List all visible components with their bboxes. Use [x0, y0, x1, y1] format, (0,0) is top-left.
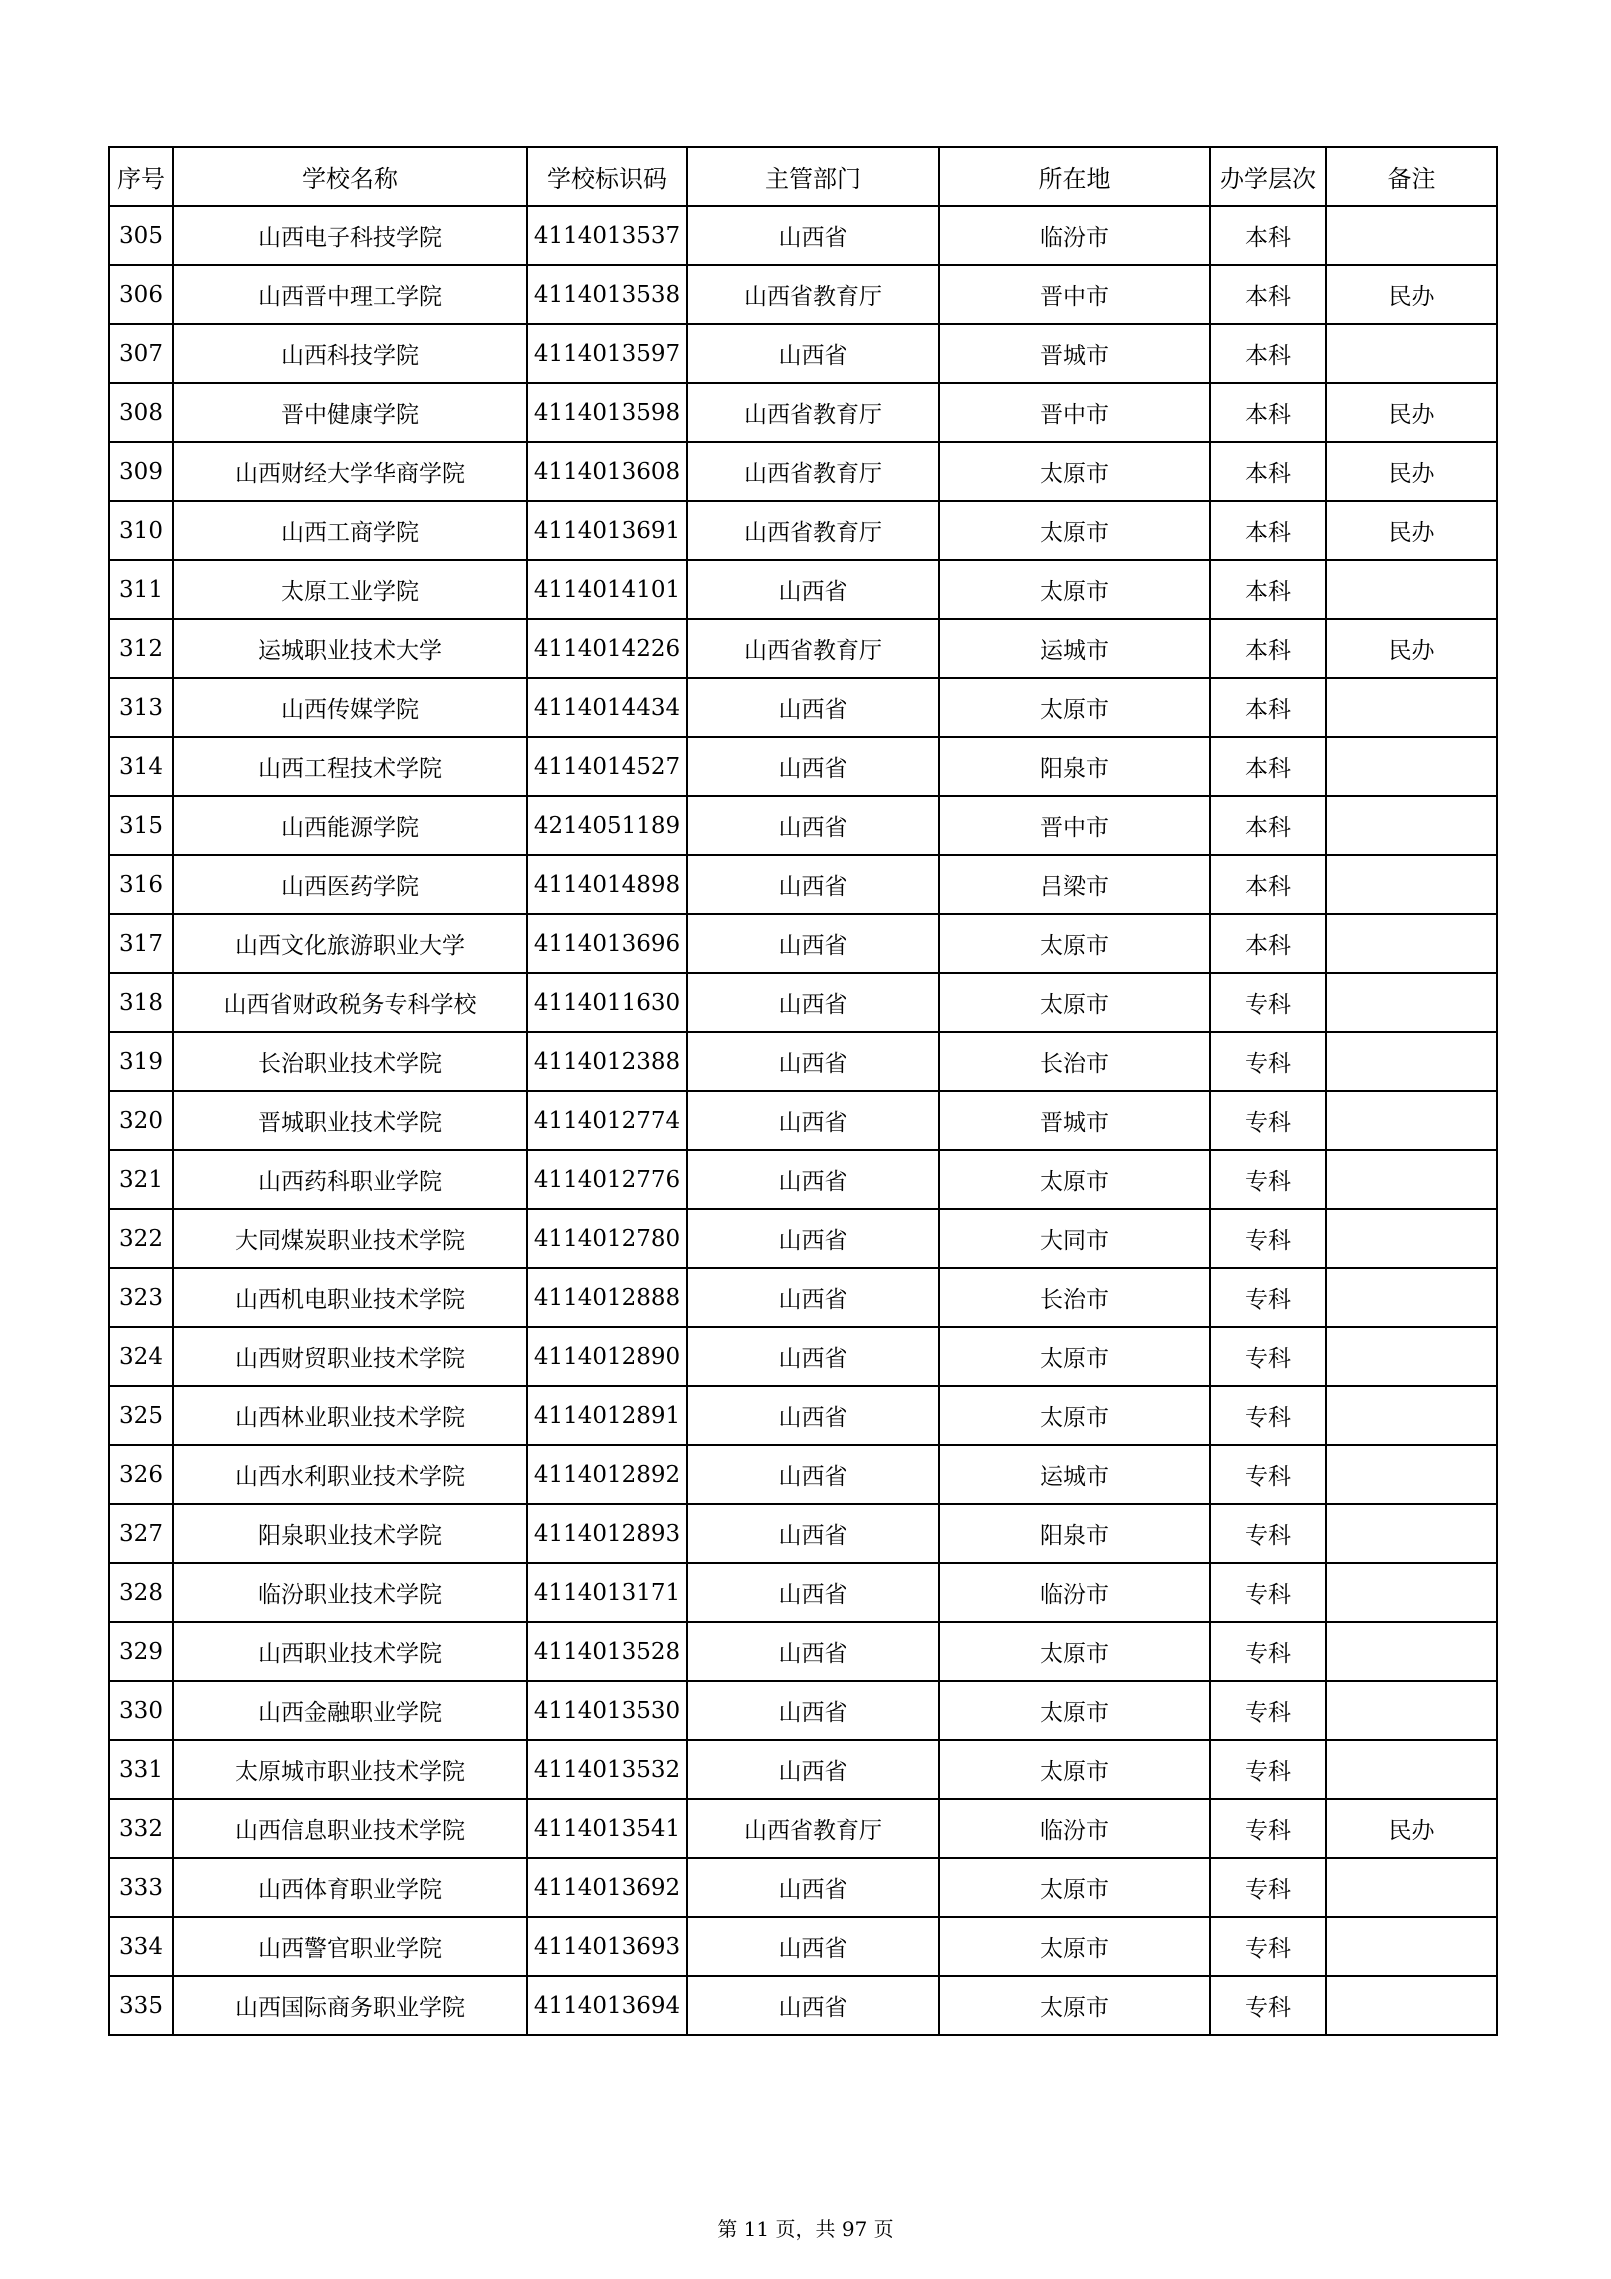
cell-notes — [1326, 914, 1497, 973]
cell-school-name: 山西警官职业学院 — [173, 1917, 527, 1976]
cell-school-name: 山西省财政税务专科学校 — [173, 973, 527, 1032]
cell-index: 311 — [109, 560, 173, 619]
cell-school-name: 山西工程技术学院 — [173, 737, 527, 796]
cell-location: 临汾市 — [939, 206, 1210, 265]
cell-level: 本科 — [1210, 206, 1326, 265]
cell-index: 307 — [109, 324, 173, 383]
cell-school-code: 4114012888 — [527, 1268, 687, 1327]
cell-notes — [1326, 1622, 1497, 1681]
cell-department: 山西省教育厅 — [687, 619, 939, 678]
table-row — [109, 1504, 1497, 1563]
cell-department: 山西省 — [687, 1327, 939, 1386]
cell-level: 专科 — [1210, 1032, 1326, 1091]
cell-notes: 民办 — [1326, 442, 1497, 501]
table-row — [109, 1740, 1497, 1799]
cell-department: 山西省 — [687, 1445, 939, 1504]
table-row — [109, 560, 1497, 619]
cell-notes: 民办 — [1326, 501, 1497, 560]
table-row — [109, 1386, 1497, 1445]
cell-school-code: 4114012388 — [527, 1032, 687, 1091]
cell-location: 太原市 — [939, 1917, 1210, 1976]
table-row — [109, 1917, 1497, 1976]
cell-school-name: 山西医药学院 — [173, 855, 527, 914]
cell-index: 309 — [109, 442, 173, 501]
cell-level: 专科 — [1210, 1268, 1326, 1327]
cell-level: 专科 — [1210, 1740, 1326, 1799]
cell-level: 专科 — [1210, 1917, 1326, 1976]
cell-school-code: 4114012892 — [527, 1445, 687, 1504]
cell-location: 太原市 — [939, 1150, 1210, 1209]
table-row — [109, 1563, 1497, 1622]
table-row — [109, 973, 1497, 1032]
cell-location: 太原市 — [939, 914, 1210, 973]
cell-level: 专科 — [1210, 1504, 1326, 1563]
cell-index: 313 — [109, 678, 173, 737]
cell-notes: 民办 — [1326, 383, 1497, 442]
cell-notes: 民办 — [1326, 619, 1497, 678]
cell-department: 山西省 — [687, 1032, 939, 1091]
cell-department: 山西省 — [687, 1386, 939, 1445]
cell-location: 晋城市 — [939, 324, 1210, 383]
cell-notes — [1326, 1740, 1497, 1799]
cell-index: 323 — [109, 1268, 173, 1327]
cell-level: 本科 — [1210, 383, 1326, 442]
cell-location: 太原市 — [939, 678, 1210, 737]
cell-location: 晋中市 — [939, 796, 1210, 855]
cell-index: 305 — [109, 206, 173, 265]
cell-school-name: 山西财经大学华商学院 — [173, 442, 527, 501]
table-row — [109, 1327, 1497, 1386]
cell-notes — [1326, 737, 1497, 796]
cell-school-name: 太原城市职业技术学院 — [173, 1740, 527, 1799]
cell-level: 本科 — [1210, 796, 1326, 855]
cell-notes: 民办 — [1326, 265, 1497, 324]
cell-school-name: 山西财贸职业技术学院 — [173, 1327, 527, 1386]
cell-notes — [1326, 855, 1497, 914]
table-row — [109, 501, 1497, 560]
cell-level: 本科 — [1210, 678, 1326, 737]
cell-school-name: 山西能源学院 — [173, 796, 527, 855]
cell-notes — [1326, 1386, 1497, 1445]
table-row — [109, 1622, 1497, 1681]
cell-notes — [1326, 1150, 1497, 1209]
cell-school-name: 山西林业职业技术学院 — [173, 1386, 527, 1445]
cell-school-name: 山西电子科技学院 — [173, 206, 527, 265]
cell-index: 335 — [109, 1976, 173, 2035]
cell-school-name: 山西信息职业技术学院 — [173, 1799, 527, 1858]
cell-department: 山西省 — [687, 1563, 939, 1622]
cell-department: 山西省 — [687, 1976, 939, 2035]
cell-notes — [1326, 1032, 1497, 1091]
cell-level: 专科 — [1210, 973, 1326, 1032]
cell-school-code: 4114012780 — [527, 1209, 687, 1268]
cell-notes — [1326, 560, 1497, 619]
cell-school-name: 山西传媒学院 — [173, 678, 527, 737]
cell-school-name: 山西职业技术学院 — [173, 1622, 527, 1681]
cell-school-name: 山西金融职业学院 — [173, 1681, 527, 1740]
cell-school-code: 4114012891 — [527, 1386, 687, 1445]
cell-level: 本科 — [1210, 265, 1326, 324]
cell-school-code: 4114013692 — [527, 1858, 687, 1917]
cell-index: 321 — [109, 1150, 173, 1209]
cell-notes — [1326, 1504, 1497, 1563]
header-level: 办学层次 — [1210, 147, 1326, 206]
cell-department: 山西省 — [687, 1268, 939, 1327]
cell-notes — [1326, 1563, 1497, 1622]
cell-location: 太原市 — [939, 1386, 1210, 1445]
cell-level: 专科 — [1210, 1858, 1326, 1917]
cell-notes — [1326, 1091, 1497, 1150]
cell-level: 本科 — [1210, 501, 1326, 560]
cell-school-name: 太原工业学院 — [173, 560, 527, 619]
cell-school-code: 4114012893 — [527, 1504, 687, 1563]
cell-school-name: 运城职业技术大学 — [173, 619, 527, 678]
cell-department: 山西省 — [687, 737, 939, 796]
cell-index: 312 — [109, 619, 173, 678]
cell-school-code: 4114014434 — [527, 678, 687, 737]
cell-department: 山西省教育厅 — [687, 383, 939, 442]
cell-school-code: 4114013541 — [527, 1799, 687, 1858]
cell-index: 325 — [109, 1386, 173, 1445]
cell-school-name: 山西体育职业学院 — [173, 1858, 527, 1917]
cell-index: 327 — [109, 1504, 173, 1563]
cell-level: 本科 — [1210, 560, 1326, 619]
cell-location: 晋中市 — [939, 383, 1210, 442]
cell-index: 315 — [109, 796, 173, 855]
cell-level: 专科 — [1210, 1681, 1326, 1740]
cell-department: 山西省 — [687, 1091, 939, 1150]
cell-notes: 民办 — [1326, 1799, 1497, 1858]
cell-school-code: 4114014226 — [527, 619, 687, 678]
cell-department: 山西省 — [687, 1858, 939, 1917]
cell-location: 太原市 — [939, 1681, 1210, 1740]
table-row — [109, 1445, 1497, 1504]
cell-index: 330 — [109, 1681, 173, 1740]
cell-school-code: 4114014527 — [527, 737, 687, 796]
cell-location: 运城市 — [939, 1445, 1210, 1504]
cell-notes — [1326, 1976, 1497, 2035]
cell-level: 专科 — [1210, 1622, 1326, 1681]
cell-school-name: 晋城职业技术学院 — [173, 1091, 527, 1150]
cell-notes — [1326, 206, 1497, 265]
cell-index: 326 — [109, 1445, 173, 1504]
cell-school-code: 4114013171 — [527, 1563, 687, 1622]
cell-location: 临汾市 — [939, 1799, 1210, 1858]
cell-school-code: 4214051189 — [527, 796, 687, 855]
table-row — [109, 1091, 1497, 1150]
cell-department: 山西省 — [687, 1504, 939, 1563]
cell-school-code: 4114014101 — [527, 560, 687, 619]
cell-level: 专科 — [1210, 1563, 1326, 1622]
cell-level: 专科 — [1210, 1327, 1326, 1386]
cell-notes — [1326, 796, 1497, 855]
cell-school-code: 4114013693 — [527, 1917, 687, 1976]
table-header-row — [109, 147, 1497, 206]
cell-index: 310 — [109, 501, 173, 560]
cell-location: 太原市 — [939, 560, 1210, 619]
cell-school-name: 山西水利职业技术学院 — [173, 1445, 527, 1504]
cell-department: 山西省教育厅 — [687, 1799, 939, 1858]
cell-department: 山西省 — [687, 1681, 939, 1740]
table-row — [109, 206, 1497, 265]
header-department: 主管部门 — [687, 147, 939, 206]
cell-location: 晋城市 — [939, 1091, 1210, 1150]
cell-location: 长治市 — [939, 1268, 1210, 1327]
cell-school-code: 4114013694 — [527, 1976, 687, 2035]
cell-school-name: 大同煤炭职业技术学院 — [173, 1209, 527, 1268]
cell-department: 山西省 — [687, 324, 939, 383]
cell-school-code: 4114013608 — [527, 442, 687, 501]
cell-school-name: 山西工商学院 — [173, 501, 527, 560]
cell-location: 临汾市 — [939, 1563, 1210, 1622]
page-footer: 第 11 页，共 97 页 — [717, 2217, 894, 2241]
cell-department: 山西省 — [687, 206, 939, 265]
cell-department: 山西省 — [687, 914, 939, 973]
cell-department: 山西省 — [687, 1622, 939, 1681]
cell-index: 322 — [109, 1209, 173, 1268]
cell-notes — [1326, 1917, 1497, 1976]
cell-department: 山西省教育厅 — [687, 265, 939, 324]
cell-notes — [1326, 1858, 1497, 1917]
table-row — [109, 1858, 1497, 1917]
cell-location: 太原市 — [939, 442, 1210, 501]
cell-department: 山西省 — [687, 1740, 939, 1799]
cell-level: 本科 — [1210, 619, 1326, 678]
cell-school-code: 4114012890 — [527, 1327, 687, 1386]
cell-location: 太原市 — [939, 973, 1210, 1032]
cell-index: 306 — [109, 265, 173, 324]
cell-index: 332 — [109, 1799, 173, 1858]
cell-school-code: 4114011630 — [527, 973, 687, 1032]
cell-school-name: 山西药科职业学院 — [173, 1150, 527, 1209]
cell-notes — [1326, 1327, 1497, 1386]
cell-level: 专科 — [1210, 1386, 1326, 1445]
table-row — [109, 1268, 1497, 1327]
cell-notes — [1326, 1445, 1497, 1504]
cell-notes — [1326, 1268, 1497, 1327]
cell-school-name: 长治职业技术学院 — [173, 1032, 527, 1091]
cell-location: 太原市 — [939, 501, 1210, 560]
cell-school-code: 4114013538 — [527, 265, 687, 324]
cell-level: 本科 — [1210, 914, 1326, 973]
cell-location: 太原市 — [939, 1740, 1210, 1799]
table-row — [109, 383, 1497, 442]
cell-location: 长治市 — [939, 1032, 1210, 1091]
cell-index: 329 — [109, 1622, 173, 1681]
cell-department: 山西省 — [687, 855, 939, 914]
cell-school-name: 山西文化旅游职业大学 — [173, 914, 527, 973]
cell-index: 328 — [109, 1563, 173, 1622]
cell-notes — [1326, 324, 1497, 383]
cell-location: 吕梁市 — [939, 855, 1210, 914]
cell-school-code: 4114013537 — [527, 206, 687, 265]
table-row — [109, 1209, 1497, 1268]
header-notes: 备注 — [1326, 147, 1497, 206]
table-row — [109, 914, 1497, 973]
table-row — [109, 1976, 1497, 2035]
table-row — [109, 796, 1497, 855]
cell-location: 太原市 — [939, 1622, 1210, 1681]
header-school-name: 学校名称 — [173, 147, 527, 206]
cell-level: 专科 — [1210, 1799, 1326, 1858]
cell-school-code: 4114013532 — [527, 1740, 687, 1799]
cell-department: 山西省 — [687, 973, 939, 1032]
cell-school-name: 山西机电职业技术学院 — [173, 1268, 527, 1327]
cell-school-name: 阳泉职业技术学院 — [173, 1504, 527, 1563]
table-row — [109, 678, 1497, 737]
cell-department: 山西省 — [687, 796, 939, 855]
cell-location: 阳泉市 — [939, 1504, 1210, 1563]
table-body — [109, 206, 1497, 2035]
cell-school-code: 4114013597 — [527, 324, 687, 383]
table-row — [109, 1799, 1497, 1858]
table-row — [109, 855, 1497, 914]
cell-index: 334 — [109, 1917, 173, 1976]
cell-location: 晋中市 — [939, 265, 1210, 324]
header-school-code: 学校标识码 — [527, 147, 687, 206]
cell-school-name: 山西晋中理工学院 — [173, 265, 527, 324]
table-row — [109, 619, 1497, 678]
table-row — [109, 324, 1497, 383]
cell-school-code: 4114012776 — [527, 1150, 687, 1209]
cell-school-name: 晋中健康学院 — [173, 383, 527, 442]
cell-index: 319 — [109, 1032, 173, 1091]
cell-school-name: 山西国际商务职业学院 — [173, 1976, 527, 2035]
table-row — [109, 265, 1497, 324]
cell-location: 太原市 — [939, 1858, 1210, 1917]
cell-school-code: 4114013528 — [527, 1622, 687, 1681]
cell-level: 专科 — [1210, 1209, 1326, 1268]
cell-school-name: 临汾职业技术学院 — [173, 1563, 527, 1622]
cell-school-name: 山西科技学院 — [173, 324, 527, 383]
table-row — [109, 1150, 1497, 1209]
cell-index: 316 — [109, 855, 173, 914]
cell-level: 本科 — [1210, 737, 1326, 796]
cell-notes — [1326, 973, 1497, 1032]
cell-notes — [1326, 1681, 1497, 1740]
table-row — [109, 737, 1497, 796]
cell-notes — [1326, 678, 1497, 737]
cell-level: 本科 — [1210, 442, 1326, 501]
cell-level: 专科 — [1210, 1091, 1326, 1150]
cell-index: 320 — [109, 1091, 173, 1150]
cell-school-code: 4114013598 — [527, 383, 687, 442]
cell-department: 山西省教育厅 — [687, 501, 939, 560]
cell-department: 山西省 — [687, 560, 939, 619]
table-row — [109, 442, 1497, 501]
school-list-table — [108, 146, 1498, 2036]
header-index: 序号 — [109, 147, 173, 206]
cell-school-code: 4114014898 — [527, 855, 687, 914]
cell-index: 314 — [109, 737, 173, 796]
cell-school-code: 4114013530 — [527, 1681, 687, 1740]
cell-location: 阳泉市 — [939, 737, 1210, 796]
cell-location: 大同市 — [939, 1209, 1210, 1268]
cell-location: 太原市 — [939, 1976, 1210, 2035]
cell-index: 317 — [109, 914, 173, 973]
cell-location: 太原市 — [939, 1327, 1210, 1386]
cell-school-code: 4114013691 — [527, 501, 687, 560]
cell-location: 运城市 — [939, 619, 1210, 678]
cell-index: 331 — [109, 1740, 173, 1799]
cell-department: 山西省教育厅 — [687, 442, 939, 501]
cell-school-code: 4114012774 — [527, 1091, 687, 1150]
cell-index: 318 — [109, 973, 173, 1032]
table-row — [109, 1681, 1497, 1740]
cell-department: 山西省 — [687, 678, 939, 737]
cell-department: 山西省 — [687, 1150, 939, 1209]
cell-school-code: 4114013696 — [527, 914, 687, 973]
header-location: 所在地 — [939, 147, 1210, 206]
cell-level: 本科 — [1210, 324, 1326, 383]
cell-index: 308 — [109, 383, 173, 442]
cell-department: 山西省 — [687, 1209, 939, 1268]
cell-level: 专科 — [1210, 1150, 1326, 1209]
cell-index: 324 — [109, 1327, 173, 1386]
cell-index: 333 — [109, 1858, 173, 1917]
cell-level: 专科 — [1210, 1445, 1326, 1504]
cell-level: 本科 — [1210, 855, 1326, 914]
cell-department: 山西省 — [687, 1917, 939, 1976]
cell-notes — [1326, 1209, 1497, 1268]
table-row — [109, 1032, 1497, 1091]
cell-level: 专科 — [1210, 1976, 1326, 2035]
